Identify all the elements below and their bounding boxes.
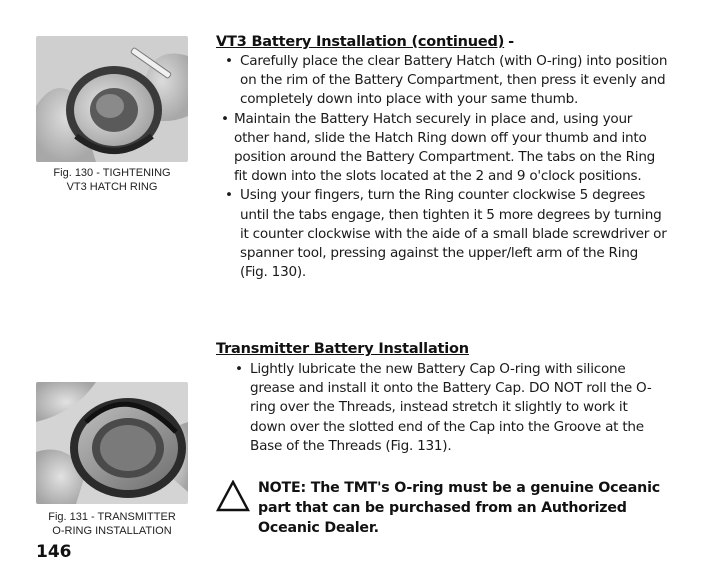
section-heading-transmitter-battery: Transmitter Battery Installation [216, 341, 469, 357]
figure-131-photo [36, 382, 188, 504]
list-item: • Using your fingers, turn the Ring counter clockwise 5 degrees until the tabs engage, then tighten it 5 more degrees by turning it counter clockwise with the aide of a small blade screwdriver or spanner tool, pressing against the upper/left arm of the Ring (Fig. 130). [224, 186, 669, 282]
figure-131-caption-line2: O-RING INSTALLATION [52, 525, 172, 537]
heading-suffix: - [508, 34, 514, 50]
figure-131-caption [36, 510, 188, 538]
figure-130-caption-line1: Fig. 130 - TIGHTENING [53, 167, 171, 179]
note-text: NOTE: The TMT's O-ring must be a genuine Oceanic part that can be purchased from an Authorized Oceanic Dealer. [258, 480, 660, 536]
page-number: 146 [36, 542, 72, 562]
figure-131-caption-line1: Fig. 131 - TRANSMITTER [48, 511, 176, 523]
vt3-instructions-list [224, 52, 669, 282]
list-item: • Lightly lubricate the new Battery Cap O-ring with silicone grease and install it onto the Battery Cap. DO NOT roll the O-ring over the Threads, instead stretch it slightly to work it down over the slotted end of the Cap into the Groove at the Base of the Threads (Fig. 131). [234, 360, 654, 456]
section-heading-text: VT3 Battery Installation (continued) [216, 34, 505, 50]
list-item: • Carefully place the clear Battery Hatch (with O-ring) into position on the rim of the Battery Compartment, then press it evenly and completely down into place with your same thumb. [224, 52, 669, 110]
section-heading-vt3-battery [216, 34, 514, 50]
figure-130-photo [36, 36, 188, 162]
warning-triangle-icon [216, 480, 250, 512]
list-item: • Maintain the Battery Hatch securely in place and, using your other hand, slide the Hatch Ring down off your thumb and into position around the Battery Compartment. The tabs on the Ring fit down into the slots located at the 2 and 9 o'clock positions. [220, 110, 669, 187]
transmitter-instructions-list [234, 360, 654, 456]
figure-130-caption [36, 166, 188, 194]
figure-130-caption-line2: VT3 HATCH RING [66, 181, 158, 193]
